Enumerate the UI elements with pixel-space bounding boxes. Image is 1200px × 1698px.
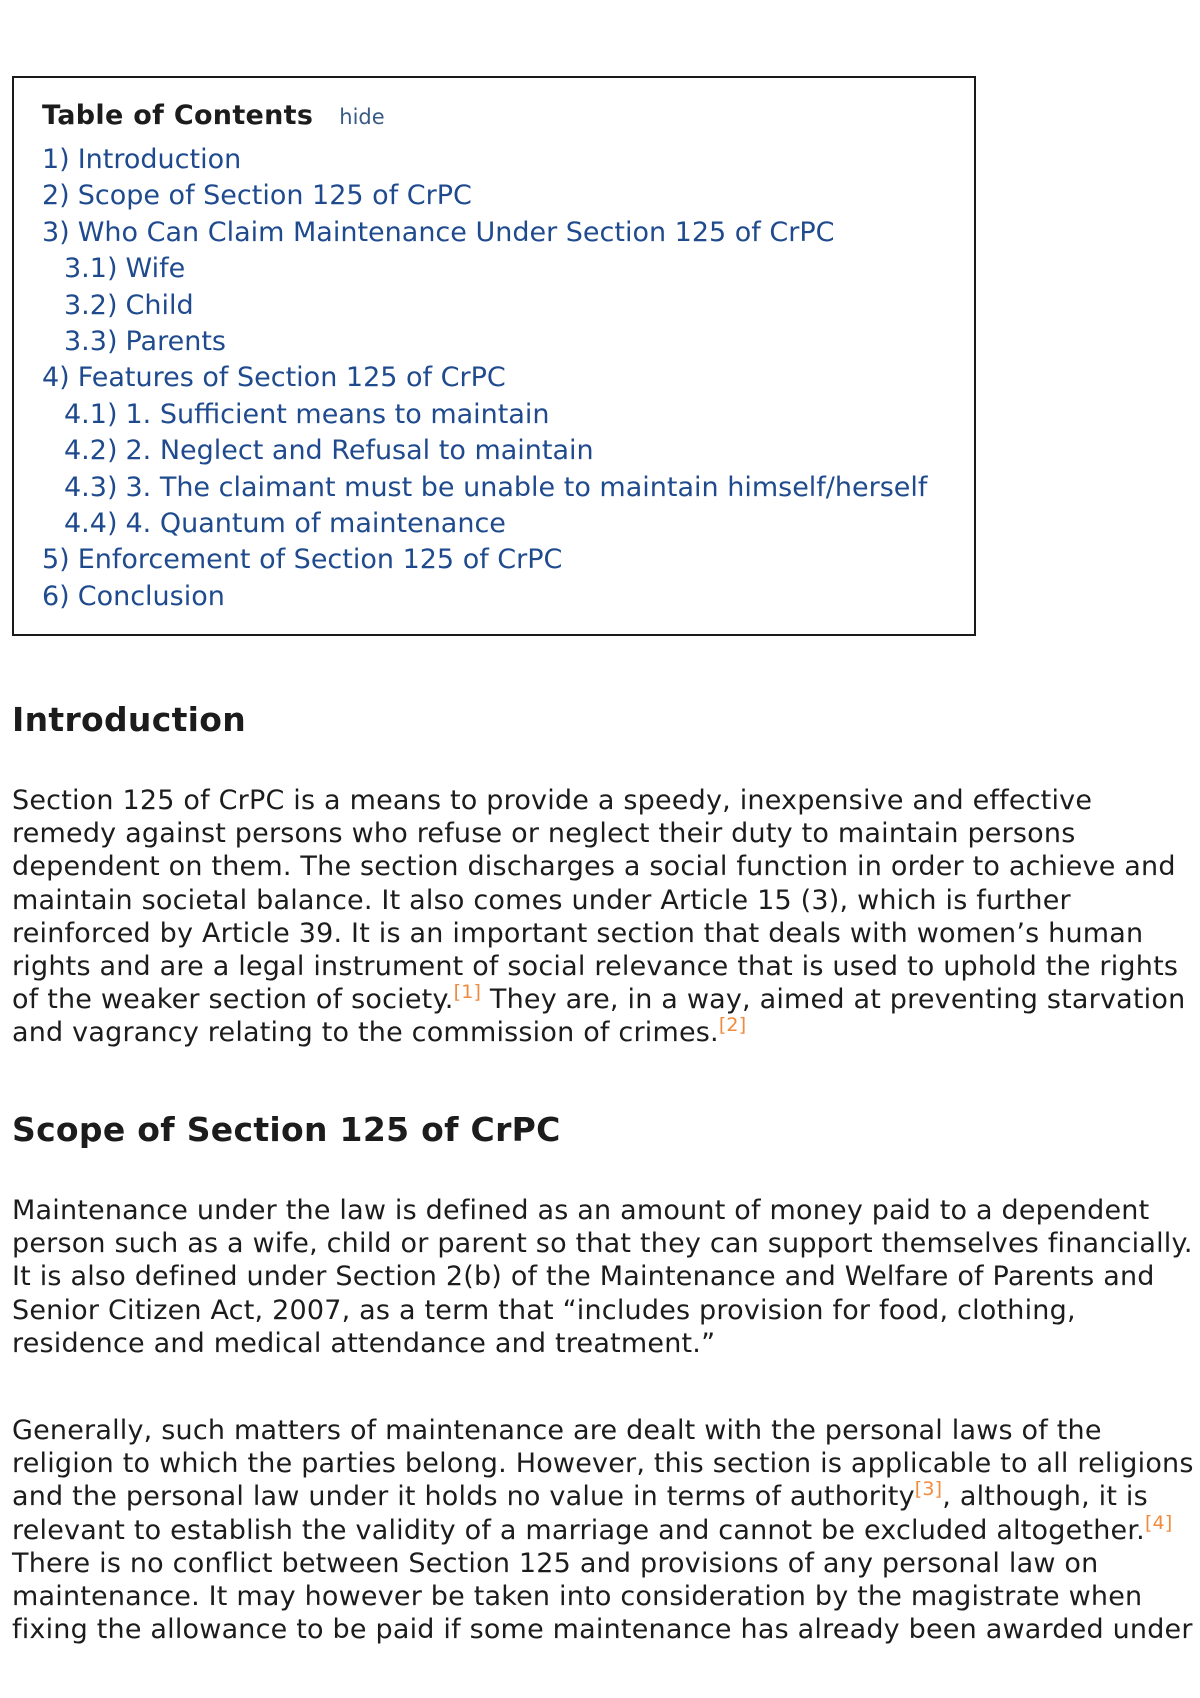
toc-hide-link[interactable]: hide (339, 105, 385, 129)
toc-item-features[interactable] (42, 360, 974, 396)
toc-item-number: 6) (42, 580, 70, 612)
toc-item-label: Child (125, 289, 194, 321)
table-of-contents (12, 76, 976, 636)
toc-item-neglect-refusal[interactable] (42, 433, 974, 469)
toc-item-introduction[interactable] (42, 142, 974, 178)
toc-item-number: 3.1) (64, 253, 118, 285)
paragraph-text: Section 125 of CrPC is a means to provide a speedy, inexpensive and effective remedy against persons who refuse or neglect their duty to maintain persons dependent on them. The section discharges a social function in order to achieve and maintain societal balance. It also comes under Article 15 (3), which is further reinforced by Article 39. It is an important section that deals with women’s human rights and are a legal instrument of social relevance that is used to uphold the rights of the weaker section of society. (12, 785, 1179, 1016)
toc-item-label: Features of Section 125 of CrPC (77, 362, 506, 394)
introduction-paragraph (12, 784, 1200, 1050)
toc-item-label: 4. Quantum of maintenance (125, 507, 506, 539)
toc-item-label: Introduction (77, 144, 242, 175)
toc-item-conclusion[interactable] (42, 579, 974, 615)
footnote-ref-2[interactable]: [2] (718, 1014, 747, 1037)
toc-list (42, 142, 974, 615)
heading-introduction: Introduction (12, 700, 247, 739)
toc-item-number: 4.1) (64, 398, 118, 430)
toc-item-number: 1) (42, 144, 70, 175)
toc-item-label: Who Can Claim Maintenance Under Section 125 of CrPC (77, 216, 835, 248)
footnote-ref-1[interactable]: [1] (453, 981, 482, 1004)
paragraph-text: There is no conflict between Section 125 and provisions of any personal law on maintenance. It may however be taken into consideration by the magistrate when fixing the allowance to be paid if some maintenance has already been awarded under (12, 1547, 1193, 1646)
paragraph-text: Generally, such matters of maintenance are dealt with the personal laws of the religion to which the parties belong. However, this section is applicable to all religions and the personal law under it holds no value in terms of authority (12, 1415, 1194, 1513)
footnote-ref-3[interactable]: [3] (914, 1478, 943, 1501)
toc-item-number: 5) (42, 544, 70, 576)
toc-item-child[interactable] (42, 288, 974, 324)
toc-item-parents[interactable] (42, 324, 974, 360)
toc-item-enforcement[interactable] (42, 542, 974, 578)
toc-item-number: 4.4) (64, 507, 118, 539)
paragraph-text: , although, it is relevant to establish the validity of a marriage and cannot be excluded altogether. (12, 1481, 1148, 1546)
toc-header (42, 100, 974, 142)
toc-item-label: Parents (125, 325, 226, 357)
toc-item-number: 4.3) (64, 471, 118, 503)
toc-item-sufficient-means[interactable] (42, 397, 974, 433)
toc-item-number: 3.3) (64, 325, 118, 357)
scope-paragraph-1: Maintenance under the law is defined as an amount of money paid to a dependent person such as a wife, child or parent so that they can support themselves financially. It is also defined under Section 2(b) of the Maintenance and Welfare of Parents and Senior Citizen Act, 2007, as a term that “includes provision for food, clothing, residence and medical attendance and treatment.” (12, 1195, 1193, 1359)
toc-item-number: 2) (42, 180, 70, 212)
heading-scope: Scope of Section 125 of CrPC (12, 1110, 561, 1149)
toc-item-number: 3.2) (64, 289, 118, 321)
toc-item-claimant-unable[interactable] (42, 470, 974, 506)
toc-item-label: Scope of Section 125 of CrPC (77, 180, 472, 212)
toc-item-scope[interactable] (42, 178, 974, 214)
toc-item-label: 3. The claimant must be unable to maintain himself/herself (125, 471, 928, 503)
toc-item-label: Conclusion (77, 580, 225, 612)
toc-item-label: Wife (125, 253, 186, 285)
toc-item-label: Enforcement of Section 125 of CrPC (77, 544, 563, 576)
toc-title: Table of Contents (42, 100, 314, 131)
scope-paragraph-2 (12, 1414, 1200, 1646)
toc-item-quantum[interactable] (42, 506, 974, 542)
toc-item-who-can-claim[interactable] (42, 215, 974, 251)
paragraph-text: They are, in a way, aimed at preventing starvation and vagrancy relating to the commission of crimes. (12, 984, 1186, 1049)
toc-item-label: 1. Sufficient means to maintain (125, 398, 550, 430)
toc-item-number: 4) (42, 362, 70, 394)
toc-item-wife[interactable] (42, 251, 974, 287)
toc-item-label: 2. Neglect and Refusal to maintain (125, 435, 594, 467)
footnote-ref-4[interactable]: [4] (1144, 1511, 1173, 1534)
toc-item-number: 4.2) (64, 435, 118, 467)
toc-item-number: 3) (42, 216, 70, 248)
